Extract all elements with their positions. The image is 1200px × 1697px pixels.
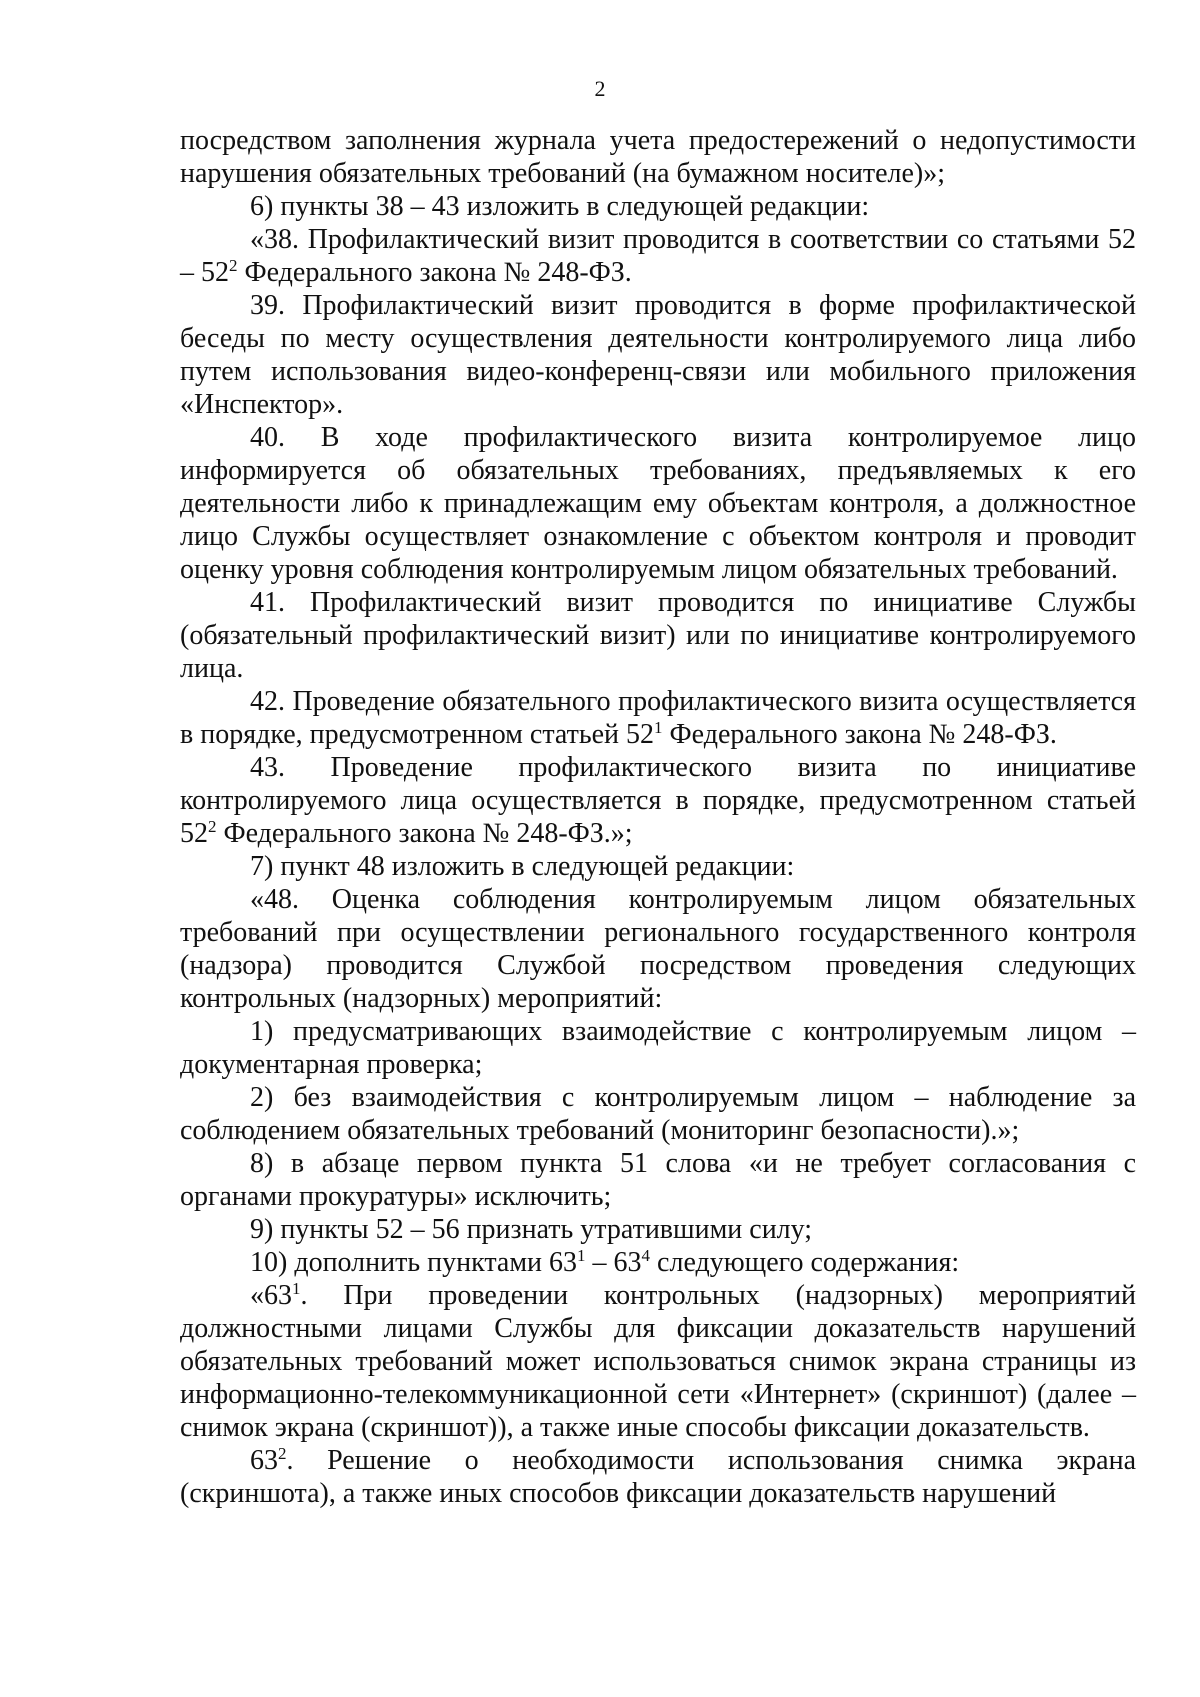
paragraph: 6) пункты 38 – 43 изложить в следующей редакции: (250, 191, 870, 222)
paragraph: 43. Проведение профилактического визита по инициативе контролируемого лица осуществляется в порядке, предусмотренном статьей $52^2$ Федерального закона № 248-ФЗ.»; (180, 752, 1136, 849)
page-number: 2 (594, 76, 606, 101)
superscript-index: 2 (208, 817, 217, 836)
paragraph: 2) без взаимодействия с контролируемым лицом – наблюдение за соблюдением обязательных требований (мониторинг безопасности).»; (180, 1082, 1136, 1146)
paragraph: посредством заполнения журнала учета предостережений о недопустимости нарушения обязательных требований (на бумажном носителе)»; (180, 125, 1136, 189)
paragraph: 40. В ходе профилактического визита контролируемое лицо информируется об обязательных требованиях, предъявляемых к его деятельности либо к принадлежащим ему объектам контроля, а должностное лицо Службы осуществляет ознакомление с объектом контроля и проводит оценку уровня соблюдения контролируемым лицом обязательных требований. (180, 422, 1136, 585)
superscript-index: 1 (577, 1246, 586, 1265)
superscript-index: 4 (641, 1246, 651, 1265)
paragraph: 8) в абзаце первом пункта 51 слова «и не требует согласования с органами прокуратуры» исключить; (180, 1148, 1136, 1212)
paragraph: 1) предусматривающих взаимодействие с контролируемым лицом – документарная проверка; (180, 1016, 1136, 1080)
superscript-index: 2 (278, 1444, 287, 1463)
superscript-index: 1 (292, 1279, 301, 1298)
paragraph: «$63^1$. При проведении контрольных (надзорных) мероприятий должностными лицами Службы для фиксации доказательств нарушений обязательных требований может использоваться снимок экрана страницы из информационно-телекоммуникационной сети «Интернет» (скриншот) (далее – снимок экрана (скриншот)), а также иные способы фиксации доказательств. (180, 1279, 1136, 1443)
superscript-index: 1 (654, 718, 663, 737)
paragraph: 41. Профилактический визит проводится по инициативе Службы (обязательный профилактический визит) или по инициативе контролируемого лица. (180, 587, 1136, 684)
paragraph: 42. Проведение обязательного профилактического визита осуществляется в порядке, предусмотренном статьей $52^1$ Федерального закона № 248-ФЗ. (180, 686, 1136, 750)
paragraph: 7) пункт 48 изложить в следующей редакции: (250, 851, 795, 882)
superscript-index: 2 (229, 256, 238, 275)
paragraph: «48. Оценка соблюдения контролируемым лицом обязательных требований при осуществлении регионального государственного контроля (надзора) проводится Службой посредством проведения следующих контрольных (надзорных) мероприятий: (180, 884, 1136, 1014)
paragraph: 9) пункты 52 – 56 признать утратившими силу; (250, 1214, 813, 1245)
document-body (180, 124, 1136, 1510)
paragraph: 10) дополнить пунктами $63^1 - 63^4$ следующего содержания: (250, 1246, 960, 1278)
paragraph: «38. Профилактический визит проводится в соответствии со статьями $52 - 52^2$ Федерального закона № 248-ФЗ. (180, 224, 1136, 288)
paragraph: $63^2$. Решение о необходимости использования снимка экрана (скриншота), а также иных способов фиксации доказательств нарушений (180, 1444, 1136, 1509)
paragraph: 39. Профилактический визит проводится в форме профилактической беседы по месту осуществления деятельности контролируемого лица либо путем использования видео-конференц-связи или мобильного приложения «Инспектор». (180, 290, 1136, 420)
